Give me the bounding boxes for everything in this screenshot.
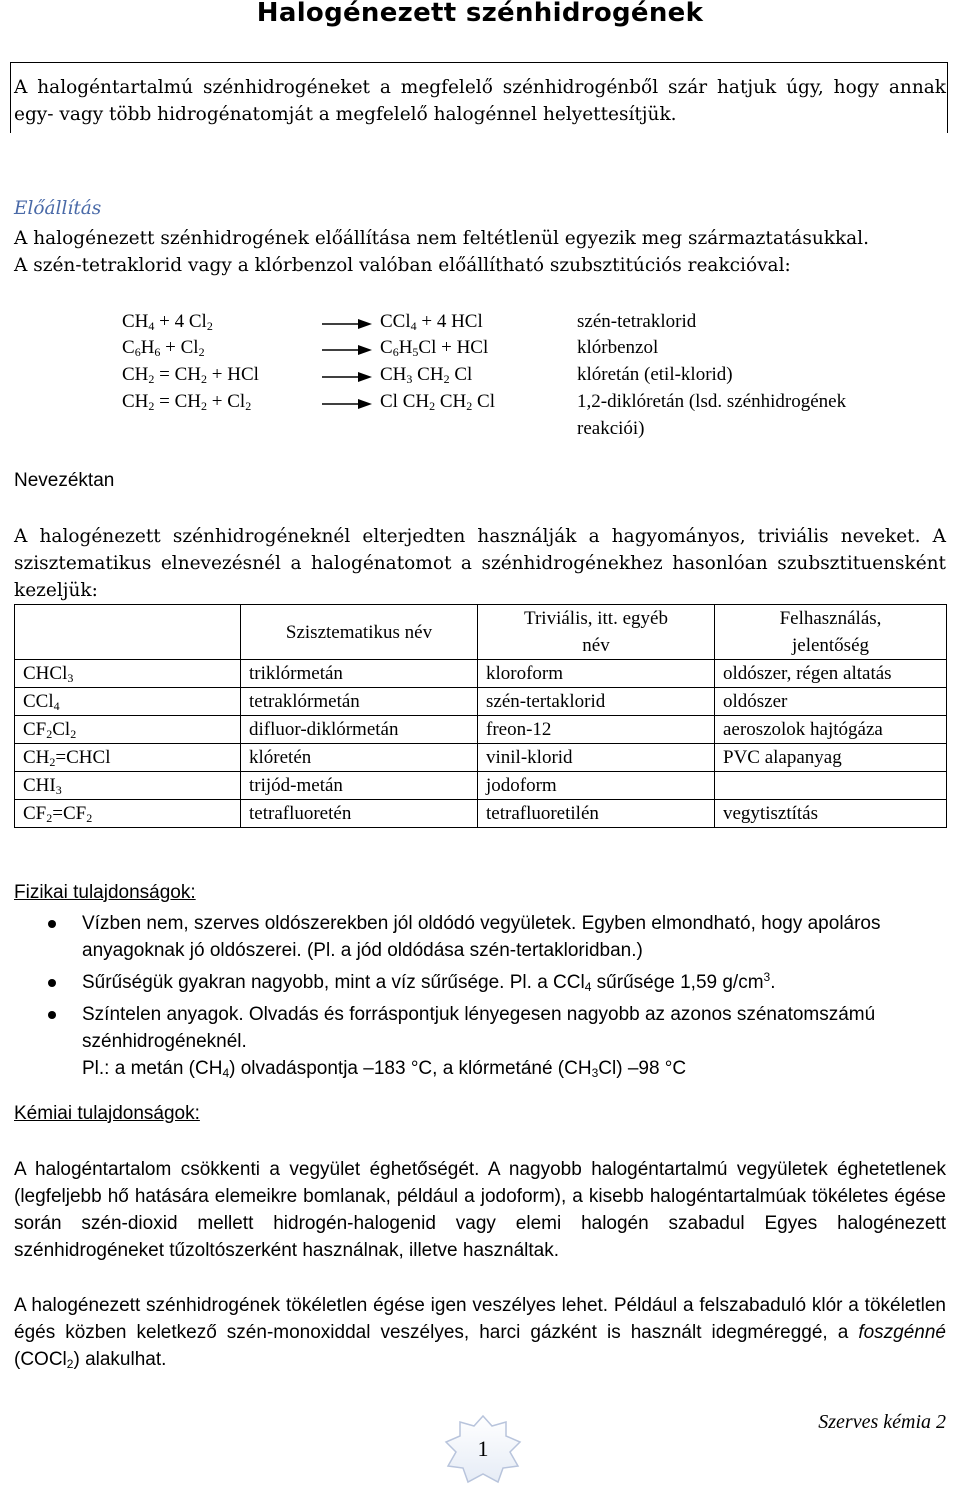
intro-text: A halogéntartalmú szénhidrogéneket a megfelelő szénhidrogénből szár hatjuk úgy, hogy annak egy- vagy több hidrogénatomját a megfelelő halogénnel helyettesítjük.	[14, 77, 946, 125]
table-row	[15, 688, 947, 716]
reaction-3	[0, 364, 960, 390]
bullet-icon	[48, 979, 56, 987]
systematic-cell: klóretén	[241, 744, 478, 772]
table-row	[15, 772, 947, 800]
book-title: Szerves kémia 2	[818, 1411, 946, 1433]
use-cell: vegytisztítás	[715, 800, 947, 828]
systematic-cell: triklórmetán	[241, 660, 478, 688]
preparation-heading: Előállítás	[14, 198, 102, 219]
reaction-4-name-cont: reakciói)	[577, 418, 645, 439]
table-row	[15, 800, 947, 828]
reaction-4	[0, 391, 960, 417]
arrow-icon	[322, 318, 372, 330]
use-cell	[715, 772, 947, 800]
nomenclature-heading: Nevezéktan	[14, 470, 115, 491]
list-item: Színtelen anyagok. Olvadás és forráspontjuk lényegesen nagyobb az azonos szénatomszámú szénhidrogéneknél. Pl.: a metán $(CH_4)$ olvadáspontja –183 °C, a klórmetáné $(CH_3Cl)$ –98 °C	[0, 1001, 946, 1082]
formula-cell: $CHI_3$	[15, 772, 241, 800]
trivial-cell: freon-12	[478, 716, 715, 744]
table-header-formula	[15, 605, 241, 660]
reaction-2-name: klórbenzol	[577, 337, 659, 358]
reaction-1-reactants: $CH_4 + 4$ $Cl_2$	[122, 311, 213, 333]
table-header-row	[15, 605, 947, 660]
physical-list	[0, 910, 960, 1087]
reaction-1-name: szén-tetraklorid	[577, 311, 697, 332]
trivial-cell: vinil-klorid	[478, 744, 715, 772]
reaction-2-reactants: $C_6H_6 + Cl_2$	[122, 337, 205, 359]
arrow-icon	[322, 371, 372, 383]
trivial-cell: kloroform	[478, 660, 715, 688]
arrow-icon	[322, 398, 372, 410]
preparation-line-1: A halogénezett szénhidrogének előállítása nem feltétlenül egyezik meg származtatásukkal.	[14, 228, 869, 249]
table-header-trivial: Triviális, itt. egyéb név	[478, 605, 715, 660]
use-cell: oldószer	[715, 688, 947, 716]
systematic-cell: trijód-metán	[241, 772, 478, 800]
nomenclature-text: A halogénezett szénhidrogéneknél elterjedten használják a hagyományos, triviális neveket. A szisztematikus elnevezésnél a halogénatomot a szénhidrogénekhez hasonlóan szubsztituensként kezeljük:	[14, 526, 946, 601]
chemical-paragraph-2: A halogénezett szénhidrogének tökéletlen égése igen veszélyes lehet. Például a felszabaduló klór a tökéletlen égés közben keletkező szén-monoxiddal veszélyes, harci gázként is használt idegméreggé, a foszgénné (COCl$_2$) alakulhat.	[14, 1295, 946, 1371]
formula-cell: $CF_2Cl_2$	[15, 716, 241, 744]
formula-cell: CCl$_4$	[15, 688, 241, 716]
physical-heading: Fizikai tulajdonságok:	[14, 882, 196, 903]
reaction-3-name: klóretán (etil-klorid)	[577, 364, 733, 385]
arrow-icon	[322, 344, 372, 356]
table-header-systematic: Szisztematikus név	[241, 605, 478, 660]
reaction-3-products: $CH_3$ $CH_2$ Cl	[380, 364, 473, 386]
formula-cell: $CH_2=CHCl$	[15, 744, 241, 772]
table-row	[15, 744, 947, 772]
formula-cell: CHCl$_3$	[15, 660, 241, 688]
reaction-2-products: $C_6H_5Cl$ + HCl	[380, 337, 489, 359]
formula-cell: $CF_2=CF_2$	[15, 800, 241, 828]
reaction-4-reactants: $CH_2 = CH_2 + Cl_2$	[122, 391, 252, 413]
page-title: Halogénezett szénhidrogének	[256, 0, 704, 28]
bullet-icon	[48, 920, 56, 928]
use-cell: aeroszolok hajtógáza	[715, 716, 947, 744]
use-cell: PVC alapanyag	[715, 744, 947, 772]
nomenclature-table	[14, 604, 947, 828]
reaction-2	[0, 337, 960, 363]
reaction-4-products: Cl $CH_2$ $CH_2$ Cl	[380, 391, 495, 413]
list-item: Sűrűségük gyakran nagyobb, mint a víz sűrűsége. Pl. a CCl$_4$ sűrűsége 1,59 $g/cm^3$.	[0, 969, 946, 996]
list-item: Vízben nem, szerves oldószerekben jól oldódó vegyületek. Egyben elmondható, hogy apoláros anyagoknak jó oldószerei. (Pl. a jód oldódása szén-tertakloridban.)	[0, 910, 946, 964]
reaction-1	[0, 311, 960, 337]
chemical-paragraph-1: A halogéntartalom csökkenti a vegyület éghetőségét. A nagyobb halogéntartalmú vegyületek éghetetlenek (legfeljebb hő hatására elemeikre bomlanak, például a jodoform), a kisebb halogéntartalmúak tökéletes égése során szén-dioxid mellett hidrogén-halogenid vagy elemi halogén szabadul Egyes halogénezett szénhidrogéneket tűzoltószerként használnak, illetve használtak.	[14, 1159, 946, 1261]
use-cell: oldószer, régen altatás	[715, 660, 947, 688]
systematic-cell: tetraklórmetán	[241, 688, 478, 716]
bullet-icon	[48, 1011, 56, 1019]
systematic-cell: tetrafluoretén	[241, 800, 478, 828]
page-number-badge	[440, 1412, 526, 1484]
reaction-1-products: CCl$_4$ + 4 HCl	[380, 311, 483, 333]
page-number: 1	[477, 1436, 489, 1461]
trivial-cell: tetrafluoretilén	[478, 800, 715, 828]
reaction-4-name: 1,2-diklóretán (lsd. szénhidrogének	[577, 391, 847, 412]
chemical-heading: Kémiai tulajdonságok:	[14, 1103, 200, 1124]
table-header-use: Felhasználás, jelentőség	[715, 605, 947, 660]
trivial-cell: jodoform	[478, 772, 715, 800]
systematic-cell: difluor-diklórmetán	[241, 716, 478, 744]
table-row	[15, 716, 947, 744]
reaction-3-reactants: $CH_2 = CH_2$ + HCl	[122, 364, 259, 386]
preparation-line-2: A szén-tetraklorid vagy a klórbenzol valóban előállítható szubsztitúciós reakcióval:	[14, 255, 791, 276]
trivial-cell: szén-tertaklorid	[478, 688, 715, 716]
table-row	[15, 660, 947, 688]
